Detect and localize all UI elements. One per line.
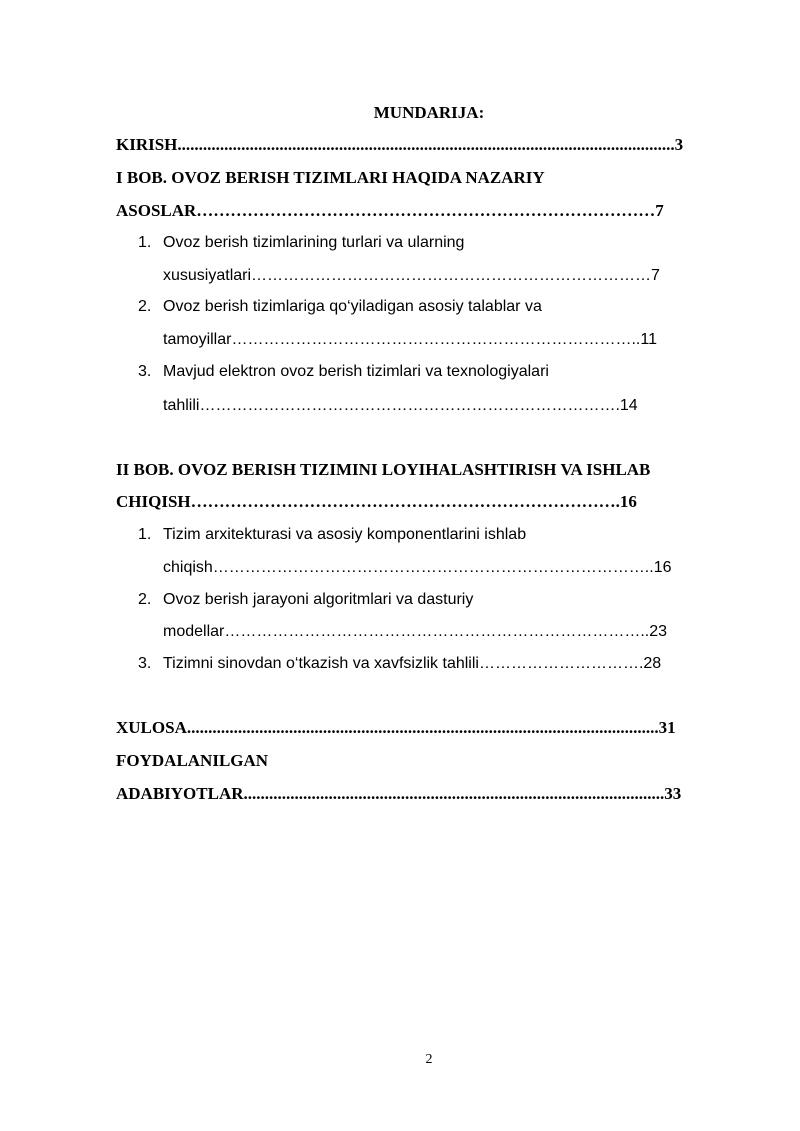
toc-entry-literature-line2: ADABIYOTLAR...................................................................................................33 — [116, 784, 682, 803]
toc-chapter1-title-line2: ASOSLAR………………………………………………………………………7 — [116, 201, 664, 220]
page-number: 2 — [425, 1052, 433, 1067]
toc-entry-xulosa: XULOSA...............................................................................................................31 — [116, 718, 676, 737]
toc-subentry-1-1-line2: xususiyatlari…………………………………………………………………7 — [163, 267, 660, 284]
toc-subentry-1-2-line1: Ovoz berish tizimlariga qo‘yiladigan asosiy talablar va — [163, 298, 542, 315]
toc-subentry-2-2-line1: Ovoz berish jarayoni algoritmlari va dasturiy — [163, 591, 474, 608]
toc-subentry-2-3: Tizimni sinovdan o‘tkazish va xavfsizlik tahlili………………………….28 — [163, 655, 662, 672]
toc-item-number: 1. — [138, 234, 152, 251]
toc-item-number: 2. — [138, 591, 152, 608]
toc-title: MUNDARIJA: — [373, 103, 485, 122]
toc-entry-kirish: KIRISH.....................................................................................................................3 — [116, 135, 684, 154]
toc-item-number: 2. — [138, 298, 152, 315]
toc-chapter1-title-line1: I BOB. OVOZ BERISH TIZIMLARI HAQIDA NAZARIY — [116, 168, 545, 187]
toc-subentry-1-2-line2: tamoyillar…………………………………………………………………..11 — [163, 331, 657, 348]
toc-chapter2-title-line1: II BOB. OVOZ BERISH TIZIMINI LOYIHALASHTIRISH VA ISHLAB — [116, 460, 651, 479]
toc-chapter2-title-line2: CHIQISH………………………………………………………………….16 — [116, 492, 637, 511]
toc-subentry-2-2-line2: modellar……………………………………………………………………..23 — [163, 623, 668, 640]
toc-item-number: 3. — [138, 363, 152, 380]
toc-subentry-1-3-line1: Mavjud elektron ovoz berish tizimlari va texnologiyalari — [163, 363, 549, 380]
toc-subentry-2-1-line2: chiqish………………………………………………………………………..16 — [163, 559, 672, 576]
toc-subentry-2-1-line1: Tizim arxitekturasi va asosiy komponentlarini ishlab — [163, 526, 527, 543]
toc-item-number: 3. — [138, 655, 152, 672]
toc-subentry-1-1-line1: Ovoz berish tizimlarining turlari va ularning — [163, 234, 465, 251]
toc-subentry-1-3-line2: tahlili…………………………………………………………………….14 — [163, 397, 638, 414]
toc-entry-literature-line1: FOYDALANILGAN — [116, 751, 269, 770]
toc-item-number: 1. — [138, 526, 152, 543]
